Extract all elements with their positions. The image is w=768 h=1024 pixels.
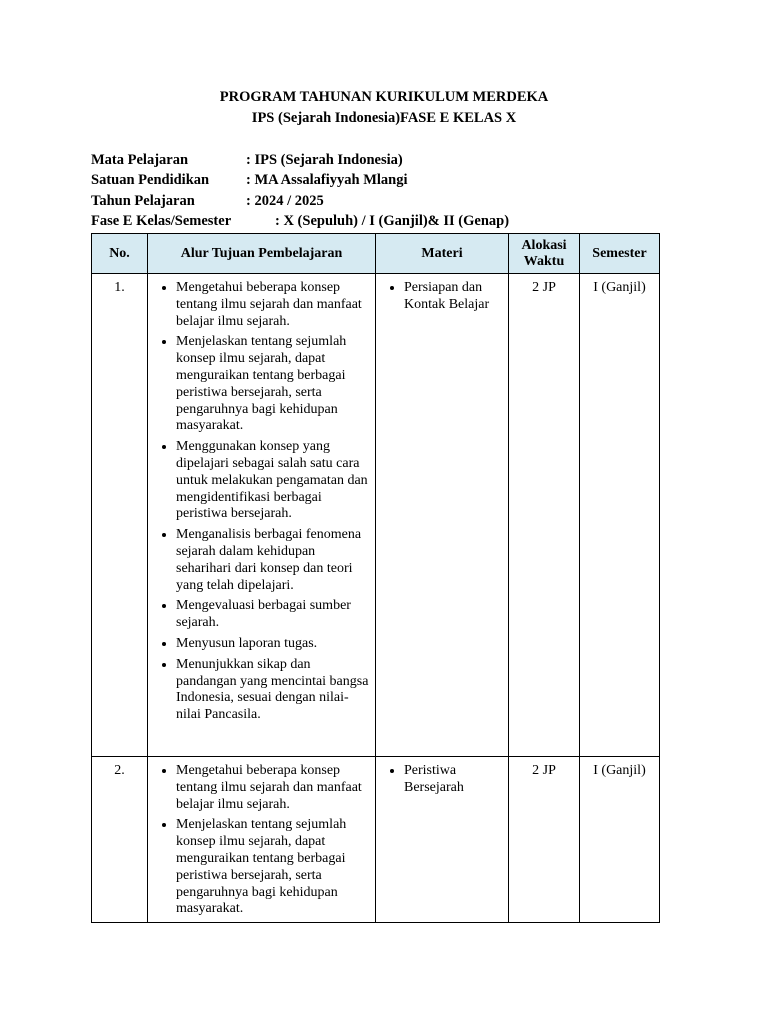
list-item: • Mengetahui beberapa konsep tentang ilmu sejarah dan manfaat belajar ilmu sejarah. [176,280,371,330]
table-row [92,757,660,923]
atp-list [152,763,371,918]
cell-alokasi: 2 JP [509,757,580,923]
list-item: • Menyusun laporan tugas. [176,636,371,653]
cell-atp [148,274,376,757]
meta-value-tahun-pelajaran: : 2024 / 2025 [246,193,324,209]
document-subtitle: IPS (Sejarah Indonesia)FASE E KELAS X [251,110,517,126]
atp-list [152,280,371,724]
cell-materi [376,274,509,757]
list-item: • Menjelaskan tentang sejumlah konsep ilmu sejarah, dapat menguraikan tentang berbagai peristiwa bersejarah, serta pengaruhnya bagi kehidupan masyarakat. [176,334,371,435]
table-header-row [92,234,660,274]
meta-value-mata-pelajaran: : IPS (Sejarah Indonesia) [246,152,403,168]
cell-semester: I (Ganjil) [580,274,660,757]
cell-atp [148,757,376,923]
materi-list [380,280,504,314]
header-alokasi-waktu: Alokasi Waktu [509,234,580,274]
table-row [92,274,660,757]
list-item: • Persiapan dan Kontak Belajar [404,280,504,314]
meta-label-mata-pelajaran: Mata Pelajaran [91,152,189,168]
program-table [91,233,660,923]
meta-label-satuan-pendidikan: Satuan Pendidikan [91,172,210,188]
cell-alokasi: 2 JP [509,274,580,757]
list-item: • Mengevaluasi berbagai sumber sejarah. [176,598,371,632]
meta-value-satuan-pendidikan: : MA Assalafiyyah Mlangi [246,172,408,188]
list-item: • Peristiwa Bersejarah [404,763,504,797]
document-title: PROGRAM TAHUNAN KURIKULUM MERDEKA [219,89,549,105]
meta-label-fase-kelas-semester: Fase E Kelas/Semester [91,213,232,229]
cell-materi [376,757,509,923]
header-materi: Materi [376,234,509,274]
materi-list [380,763,504,797]
list-item: • Menjelaskan tentang sejumlah konsep ilmu sejarah, dapat menguraikan tentang berbagai peristiwa bersejarah, serta pengaruhnya bagi kehidupan masyarakat. [176,817,371,918]
cell-no: 1. [92,274,148,757]
cell-semester: I (Ganjil) [580,757,660,923]
list-item: • Menggunakan konsep yang dipelajari sebagai salah satu cara untuk melakukan pengamatan dan mengidentifikasi berbagai peristiwa bersejarah. [176,439,371,523]
cell-no: 2. [92,757,148,923]
meta-value-fase-kelas-semester: : X (Sepuluh) / I (Ganjil)& II (Genap) [275,213,510,229]
list-item: • Menganalisis berbagai fenomena sejarah dalam kehidupan seharihari dari konsep dan teori yang telah dipelajari. [176,527,371,594]
meta-label-tahun-pelajaran: Tahun Pelajaran [91,193,195,209]
list-item: • Menunjukkan sikap dan pandangan yang mencintai bangsa Indonesia, sesuai dengan nilai-nilai Pancasila. [176,657,371,724]
header-semester: Semester [580,234,660,274]
list-item: • Mengetahui beberapa konsep tentang ilmu sejarah dan manfaat belajar ilmu sejarah. [176,763,371,813]
header-no: No. [92,234,148,274]
header-alur-tujuan: Alur Tujuan Pembelajaran [148,234,376,274]
